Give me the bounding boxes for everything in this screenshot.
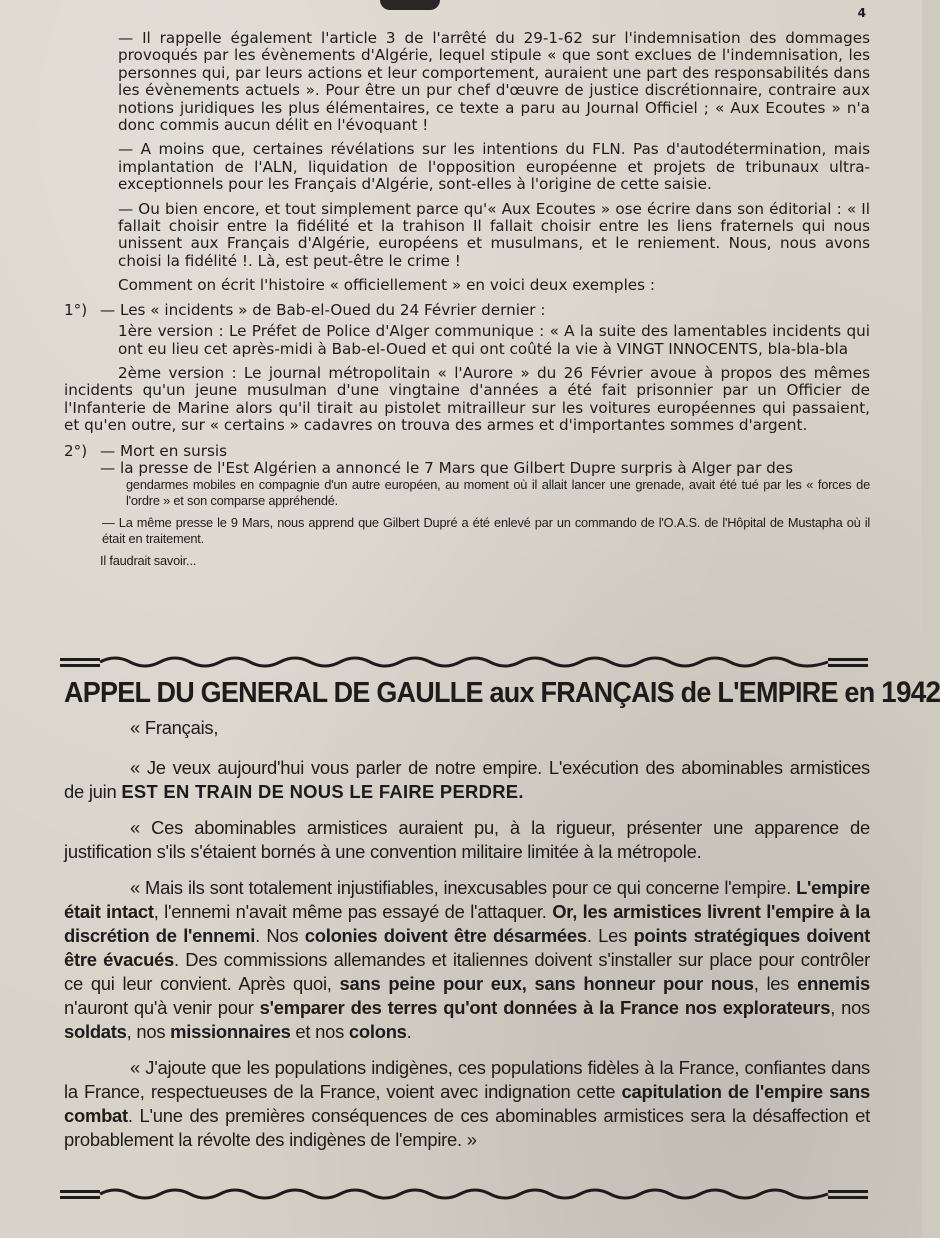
headline-part-2: aux FRANÇAIS de L'EMPIRE en [482,677,882,709]
paragraph-fln: — A moins que, certaines révélations sur les intentions du FLN. Pas d'autodétermination, mais implantation de l'ALN, liquidation de l'opposition européenne et projets de tribunaux ultra-exceptionnels pour les Français d'Algérie, sont-elles à l'origine de cette saisie. [118,140,870,194]
headline-year: 1942 [881,676,940,709]
speech-p3-bold: colonies doivent être désarmées [304,925,587,946]
speech-p3-seg: , l'ennemi n'avait même pas essayé de l'attaquer. [153,901,553,922]
wavy-divider-bottom [60,1184,868,1206]
speech-p3-seg: . Les [586,925,634,946]
speech-p3-bold: Or, les armistices livrent l'empire à la discrétion de l'ennemi [64,901,870,946]
speech-p3-bold: points stratégiques doivent être évacués [64,925,871,970]
example-2-second-report: — La même presse le 9 Mars, nous apprend que Gilbert Dupré a été enlevé par un commando de l'O.A.S. de l'Hôpital de Mustapha où il était en traitement. [102,515,870,547]
speech-p3-bold: colons [348,1021,407,1042]
example-2-first-report: — la presse de l'Est Algérien a annoncé le 7 Mars que Gilbert Dupre surpris à Alger par des [100,458,794,477]
paragraph-arrete: — Il rappelle également l'article 3 de l'arrêté du 29-1-62 sur l'indemnisation des dommages provoqués par les évènements d'Algérie, lequel stipule « que sont exclues de l'indemnisation, les personnes qui, par leurs actions et leur comportement, auraient une part des responsabilités dans les évènements actuels ». Pour être un pur chef d'œuvre de justice discrétionnaire, contraire aux notions juridiques les plus élémentaires, ce texte a paru au Journal Officiel ; « Aux Ecoutes » n'a donc commis aucun délit en l'évoquant ! [118,29,870,135]
speech-p3-seg: . Nos [255,925,305,946]
example-1-heading: — Les « incidents » de Bab-el-Oued du 24 Février dernier : [100,300,546,319]
speech-p3-bold: soldats [64,1021,127,1042]
speech-paragraph-1 [64,756,870,804]
example-1 [64,302,870,319]
appeal-headline [64,676,940,710]
speech-p3-seg: , nos [830,997,870,1018]
example-1-version-1: 1ère version : Le Préfet de Police d'Alger communique : « A la suite des lamentables incidents qui ont eu lieu cet après-midi à Bab-el-Oued et qui ont coûté la vie à VINGT INNOCENTS, bla-bla-bla [118,322,870,358]
example-2-first-report-continued: gendarmes mobiles en compagnie d'un autre européen, au moment où il allait lancer une grenade, avait été tué par les « forces de l'ordre » et son comparse appréhendé. [126,477,870,509]
example-2-number: 2°) [64,441,88,460]
speech-p3-seg: et nos [290,1021,349,1042]
article-continuation [64,30,870,569]
speech-p4-bold: capitulation de l'empire sans combat [64,1081,870,1126]
page-number: 4 [857,6,866,20]
speech-salutation: « Français, [130,717,219,738]
paragraph-history-intro: Comment on écrit l'histoire « officiellement » en voici deux exemples : [118,276,655,295]
speech-p3-seg: . [406,1021,412,1042]
speech-paragraph-4 [64,1056,870,1152]
speech-p3-bold: L'empire était intact [64,877,870,922]
de-gaulle-appeal [64,670,940,1164]
speech-p1-emphasis: EST EN TRAIN DE NOUS LE FAIRE PERDRE. [121,781,524,802]
example-2 [64,443,870,460]
speech-p3-seg: . Des commissions allemandes et italiennes doivent s'installer sur place pour contrôler ce qui leur convient. Après quoi, [64,949,871,994]
speech-p3-seg: , nos [126,1021,171,1042]
headline-part-1: APPEL DU GENERAL DE GAULLE [64,677,483,709]
speech-paragraph-3 [64,876,870,1044]
speech-text [64,716,870,1152]
closing-remark: Il faudrait savoir... [100,553,197,569]
speech-p3-bold: ennemis [797,973,870,994]
speech-p3-seg: n'auront qu'à venir pour [64,997,260,1018]
example-1-version-2: 2ème version : Le journal métropolitain « l'Aurore » du 26 Février avoue à propos des mêmes incidents qu'un jeune musulman d'une vingtaine d'années a été fait prisonnier par un Officier de l'Infanterie de Marine alors qu'il tirait au pistolet mitrailleur sur les voitures européennes qui passaient, et qu'en outre, sur « certains » cadavres on trouva des armes et d'importantes sommes d'argent. [64,363,870,435]
speech-paragraph-2: « Ces abominables armistices auraient pu, à la rigueur, présenter une apparence de justification s'ils s'étaient bornés à une convention militaire limitée à la métropole. [64,817,870,862]
speech-p3-seg: , les [753,973,798,994]
speech-p4-seg: « J'ajoute que les populations indigènes, ces populations fidèles à la France, confiantes dans la France, respectueuses de la France, voient avec indignation cette [64,1057,870,1102]
torn-edge-mark [380,0,440,10]
speech-p4-seg: . L'une des premières conséquences de ces abominables armistices sera la désaffection et probablement la révolte des indigènes de l'empire. » [64,1105,870,1150]
paragraph-editorial: — Ou bien encore, et tout simplement parce qu'« Aux Ecoutes » ose écrire dans son éditorial : « Il fallait choisir entre la fidélité et la trahison Il fallait choisir entre les liens fraternels qui nous unissent aux Français d'Algérie, européens et musulmans, et le reniement. Nous, nous avons choisi la fidélité !. Là, est peut-être le crime ! [118,199,870,270]
example-2-heading: — Mort en sursis [100,441,228,460]
example-1-number: 1°) [64,300,88,319]
speech-p3-bold: missionnaires [170,1021,291,1042]
speech-p1-text: « Je veux aujourd'hui vous parler de notre empire. L'exécution des abominables armistices de juin [64,757,870,802]
speech-p3-bold: sans peine pour eux, sans honneur pour nous [339,973,754,994]
speech-p3-seg: « Mais ils sont totalement injustifiables, inexcusables pour ce qui concerne l'empire. [130,877,797,898]
speech-p3-bold: s'emparer des terres qu'ont données à la France nos explorateurs [259,997,831,1018]
